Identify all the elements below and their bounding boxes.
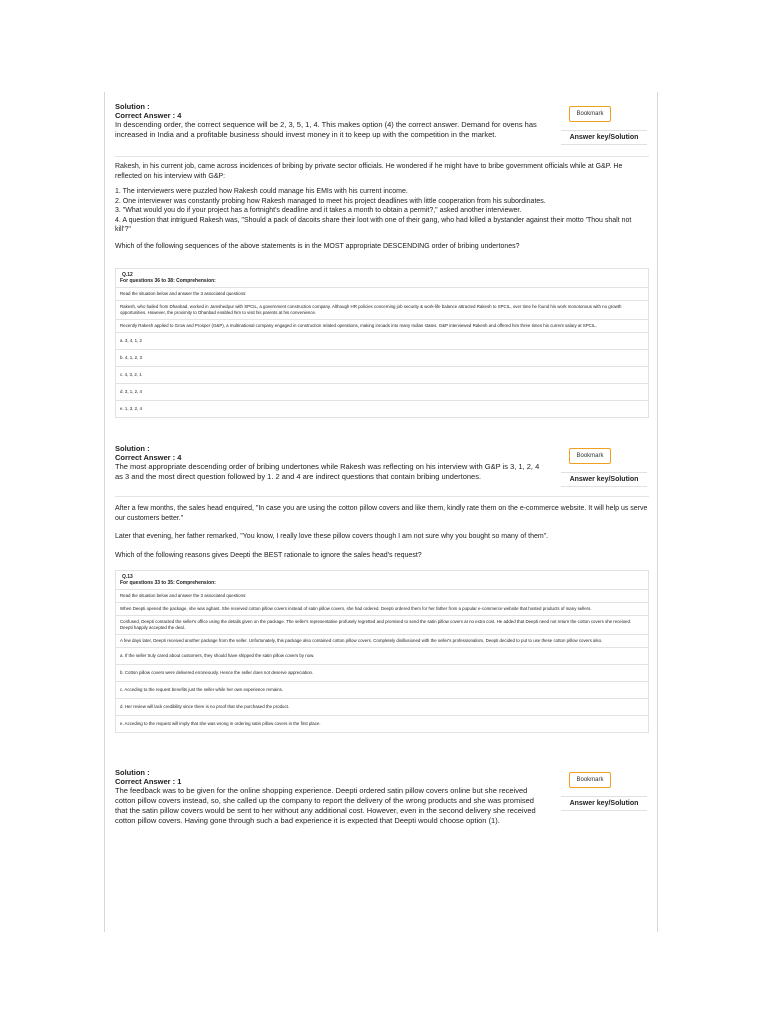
answer-option[interactable]: d. Her review will lack credibility since there is no proof that she purchased the product.	[116, 698, 648, 715]
question-context	[115, 162, 649, 257]
correct-answer: Correct Answer : 1	[115, 777, 182, 786]
answer-option[interactable]: c. 4, 3, 2, 1	[116, 366, 648, 383]
solution-actions	[561, 448, 647, 487]
question-card	[115, 268, 649, 418]
solution-actions	[561, 772, 647, 811]
answer-option[interactable]: d. 3, 1, 2, 4	[116, 383, 648, 400]
answer-key-button[interactable]: Answer key/Solution	[561, 130, 647, 145]
solution-text: The feedback was to be given for the online shopping experience. Deepti ordered satin pillow covers online but she received cotton pillow covers instead, so, she called up the company to report the delivery of the wrong products and she was promised that the satin pillow covers would be sent to her without any additional cost. However, even in the second delivery she received cotton pillow covers. Having gone through such a bad experience it is expected that Deepti would choose option (1).	[115, 786, 536, 825]
statement-item: 2. One interviewer was constantly probing how Rakesh managed to meet his project deadlines with little cooperation from his subordinates.	[115, 197, 546, 205]
answer-option[interactable]: b. 4, 1, 2, 3	[116, 349, 648, 366]
context-paragraph: Later that evening, her father remarked, "You know, I really love these pillow covers though I am not sure why you bought so many of them".	[115, 533, 549, 540]
question-title: For questions 33 to 35: Comprehension:	[120, 580, 216, 586]
correct-answer: Correct Answer : 4	[115, 453, 182, 462]
solution-label: Solution :	[115, 768, 150, 777]
correct-answer: Correct Answer : 4	[115, 111, 182, 120]
question-paragraph: A few days later, Deepti received another package from the seller. Unfortunately, this package also contained cotton pillow covers. Completely disillusioned with the seller's professionalism, Deepti decided to put to use these cotton pillow covers also.	[116, 634, 648, 647]
statement-item: 1. The interviewers were puzzled how Rakesh could manage his EMIs with his current income.	[115, 188, 408, 195]
solution-label: Solution :	[115, 102, 150, 111]
question-paragraph: Confused, Deepti contacted the seller's office using the details given on the package. The seller's representative profusely regretted and promised to send the satin pillow covers at no extra cost. He added that Deepti need not return the cotton covers she received. Deepti happily accepted the deal.	[116, 615, 648, 634]
answer-option[interactable]: e. 1, 3, 2, 4	[116, 400, 648, 417]
question-prompt: Which of the following sequences of the above statements is in the MOST appropriate DESCENDING order of bribing undertones?	[115, 242, 520, 250]
question-card	[115, 570, 649, 733]
divider	[115, 496, 649, 497]
answer-option[interactable]: b. Cotton pillow covers were delivered erroneously. Hence the seller does not deserve appreciation.	[116, 664, 648, 681]
question-paragraph: When Deepti opened the package, she was aghast. She received cotton pillow covers instead of satin pillow covers, she had ordered. Deepti ordered them for her father from a popular e-commerce website that hosted products of many sellers.	[116, 602, 648, 615]
answer-key-button[interactable]: Answer key/Solution	[561, 472, 647, 487]
question-prompt: Which of the following reasons gives Deepti the BEST rationale to ignore the sales head's request?	[115, 551, 422, 559]
context-intro: Rakesh, in his current job, came across incidences of bribing by private sector officials. He wondered if he might have to bribe government officials while at G&P. He reflected on his interview with G&P:	[115, 163, 623, 180]
answer-key-button[interactable]: Answer key/Solution	[561, 796, 647, 811]
statement-list	[115, 187, 649, 235]
answer-option[interactable]: e. Acceding to the request will imply that she was wrong in ordering satin pillow covers in the first place.	[116, 715, 648, 732]
solution-text: The most appropriate descending order of bribing undertones while Rakesh was reflecting on his interview with G&P is 3, 1, 2, 4 as 3 and the most direct question followed by 1. 2 and 4 are indirect questions that contain bribing undertones.	[115, 462, 540, 481]
answer-option[interactable]: a. If the seller truly cared about customers, they should have shipped the satin pillow covers by now.	[116, 647, 648, 664]
divider	[115, 156, 649, 157]
context-paragraph: After a few months, the sales head enquired, "In case you are using the cotton pillow covers and like them, kindly rate them on the e-commerce website. It will help us serve our customers better."	[115, 505, 648, 522]
statement-item: 3. "What would you do if your project has a fortnight's deadline and it takes a month to obtain a permit?," asked another interviewer.	[115, 207, 522, 214]
solution-label: Solution :	[115, 444, 150, 453]
question-context	[115, 504, 649, 566]
question-paragraph: Read the situation below and answer the 3 associated questions:	[116, 287, 648, 300]
answer-option[interactable]: a. 3, 4, 1, 2	[116, 332, 648, 349]
bookmark-button[interactable]: Bookmark	[569, 772, 611, 788]
question-title: For questions 36 to 38: Comprehension:	[120, 278, 216, 284]
bookmark-button[interactable]: Bookmark	[569, 106, 611, 122]
bookmark-button[interactable]: Bookmark	[569, 448, 611, 464]
question-paragraph: Read the situation below and answer the 3 associated questions:	[116, 589, 648, 602]
solution-text: In descending order, the correct sequence will be 2, 3, 5, 1, 4. This makes option (4) the correct answer. Demand for ovens has increased in India and a profitable business should invest money in it to keep up with the competition in the market.	[115, 120, 537, 139]
document-page	[104, 92, 658, 932]
question-paragraph: Recently Rakesh applied to Grow and Prosper (G&P), a multinational company engaged in construction related operations, making inroads into many Indian states. G&P interviewed Rakesh and offered him three times his current salary at SPCIL.	[116, 319, 648, 332]
answer-option[interactable]: c. Acceding to the request benefits just the seller while her own experience remains.	[116, 681, 648, 698]
statement-item: 4. A question that intrigued Rakesh was, "Should a pack of dacoits share their loot with one of their gang, who had killed a bystander against their motto 'Thou shalt not kill'?"	[115, 216, 632, 233]
question-number: Q.12	[122, 272, 133, 278]
solution-actions	[561, 106, 647, 145]
question-number: Q.13	[122, 574, 133, 580]
question-paragraph: Rakesh, who hailed from Dhanbad, worked in Jamshedpur with SPCIL, a government construction company. Although HR policies concerning job security & work-life balance attracted Rakesh to SPCIL, over time he found his work monotonous with no growth opportunities. However, the proximity to Dhanbad enabled him to visit his parents at his convenience.	[116, 300, 648, 319]
